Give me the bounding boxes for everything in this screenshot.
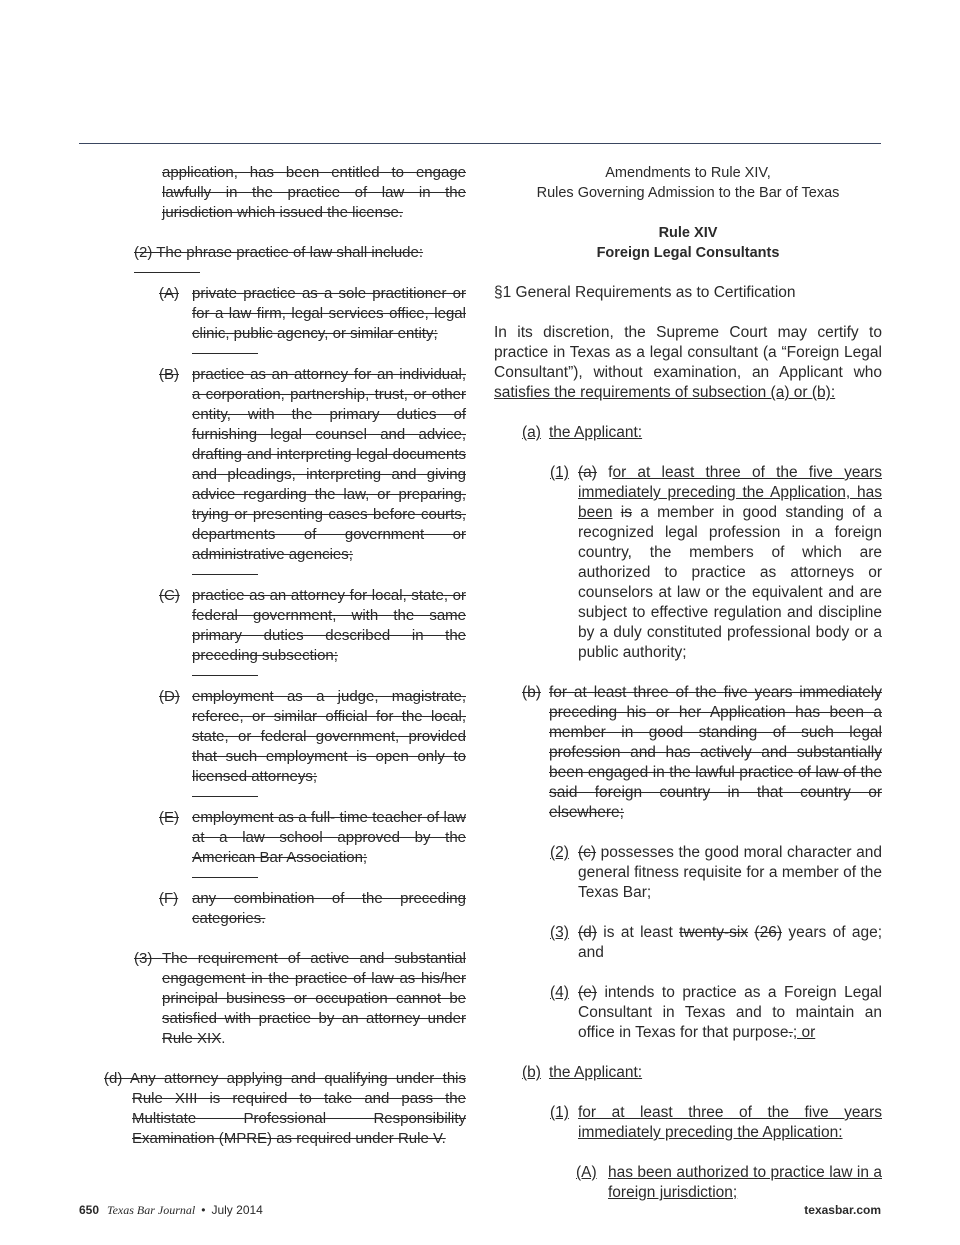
item-text: private practice as a sole practitioner or for a law firm, legal services office, legal clinic, public agency, or similar entity;: [192, 285, 466, 342]
left-column: [104, 163, 466, 1149]
item-text: [578, 923, 882, 963]
item-bA: [576, 1163, 882, 1203]
insertion-blank-line: [192, 574, 258, 575]
deleted-number: (26): [754, 924, 782, 941]
subsection-a: [522, 423, 882, 443]
deleted-text: is: [620, 504, 632, 521]
item-label: (1): [550, 1104, 569, 1121]
item-text: has been authorized to practice law in a foreign jurisdiction;: [608, 1164, 882, 1201]
insertion-blank-line: [134, 272, 200, 273]
item-C: [159, 586, 466, 666]
intro-paragraph: [494, 323, 882, 403]
item-B: [159, 365, 466, 565]
footer-left: [79, 1202, 263, 1218]
subsection-text: for at least three of the five years immediately preceding his or her Application has been a member in good standing of such legal profession and has actively and substantially been engaged in the lawful practice of law of the said foreign country in that country or elsewhere;: [549, 684, 882, 821]
intro-text: In its discretion, the Supreme Court may certify to practice in Texas as a legal consultant (a “Foreign Legal Consultant”), without examination, an Applicant who: [494, 324, 882, 381]
intro-insert: satisfies the requirements of subsection (a) or (b):: [494, 384, 836, 401]
item-E: [159, 808, 466, 868]
item-label: (3): [550, 924, 569, 941]
item-a3: [550, 923, 883, 963]
amendment-heading: [494, 163, 882, 203]
continued-paragraph: application, has been entitled to engage lawfully in the practice of law in the jurisdiction which issued the license.: [162, 164, 466, 221]
subsection-label: (b): [522, 1064, 541, 1081]
item-text: any combination of the preceding categories.: [192, 890, 466, 927]
paragraph-2: (2) The phrase practice of law shall include:: [134, 244, 424, 261]
item-A: [159, 284, 466, 344]
item-a4: [550, 983, 882, 1043]
right-column: [494, 163, 882, 1203]
footer-site-link[interactable]: texasbar.com: [804, 1203, 881, 1217]
subsection-text: the Applicant:: [549, 1064, 643, 1081]
item-label: (C): [159, 587, 180, 604]
subsection-text: the Applicant:: [549, 424, 643, 441]
insertion-blank-line: [192, 675, 258, 676]
inserted-text: or at least three of the five years immediately preceding the Application, has been: [578, 464, 882, 521]
item-a2: [550, 843, 882, 903]
rule-subtitle: Foreign Legal Consultants: [596, 245, 780, 261]
journal-name: Texas Bar Journal: [107, 1203, 196, 1217]
paragraph-3-text: (3) The requirement of active and substantial engagement in the practice of law as his/her principal business or occupation cannot be satisfied with practice by an attorney under Rule XIX: [134, 950, 466, 1047]
insertion-blank-line: [192, 796, 258, 797]
heading-line-2: Rules Governing Admission to the Bar of Texas: [536, 185, 840, 201]
text-pre: f: [596, 464, 613, 481]
text-body: a member in good standing of a recognized legal profession in a foreign country, the members of which are authorized to practice as attorneys or counselors at law or the equivalent and are subject to effective regulation and discipline by a duly constituted professional body or a public authority;: [578, 504, 883, 661]
old-label: (c): [578, 844, 597, 861]
paragraph-3: [134, 949, 466, 1049]
item-text: [578, 843, 882, 903]
deleted-period: .: [788, 1024, 793, 1041]
insertion-blank-line: [192, 353, 258, 354]
item-text: practice as an attorney for an individual, a corporation, partnership, trust, or other entity, with the primary duties of furnishing legal counsel and advice, drafting and interpreting legal documents and pleadings, interpreting and giving advice regarding the law, or preparing, trying or presenting cases before courts, departments of government or administrative agencies;: [192, 366, 466, 563]
deleted-subsection-b: [522, 683, 882, 823]
rule-title: Rule XIV: [658, 225, 718, 241]
item-label: (1): [550, 464, 569, 481]
rule-heading: [494, 223, 882, 263]
subsection-label: (b): [522, 684, 541, 701]
item-a1: [550, 463, 883, 663]
text-body: possesses the good moral character and general fitness requisite for a member of the Texas Bar;: [578, 844, 882, 901]
item-text: [578, 463, 882, 663]
old-label: (a): [578, 464, 597, 481]
subsection-b: [522, 1063, 882, 1083]
header-rule: [79, 143, 881, 144]
item-text: employment as a judge, magistrate, referee, or similar official for the local, state, or federal government, provided that such employment is open only to licensed attorneys;: [192, 688, 466, 785]
item-label: (A): [159, 285, 179, 302]
item-label: (A): [576, 1164, 597, 1181]
inserted-end: ; or: [792, 1024, 816, 1041]
subsection-label: (a): [522, 424, 541, 441]
item-label: (2): [550, 844, 569, 861]
item-label: (F): [159, 890, 179, 907]
page-number: 650: [79, 1203, 100, 1217]
item-text: practice as an attorney for local, state, or federal government, with the same primary duties described in the preceding subsection;: [192, 587, 466, 664]
item-text: for at least three of the five years immediately preceding the Application:: [578, 1104, 882, 1141]
text-body: intends to practice as a Foreign Legal Consultant in Texas and to maintain an office in Texas for that purpose: [578, 984, 882, 1041]
section-heading: §1 General Requirements as to Certification: [494, 284, 796, 301]
footer-bullet: •: [201, 1203, 206, 1217]
item-label: (B): [159, 366, 179, 383]
item-D: [159, 687, 466, 787]
paragraph-d: (d) Any attorney applying and qualifying under this Rule XIII is required to take and pass the Multistate Professional Responsibility Examination (MPRE) as required under Rule V.: [104, 1070, 466, 1147]
item-text: [578, 983, 882, 1043]
insertion-blank-line: [192, 877, 258, 878]
issue-date: July 2014: [211, 1203, 263, 1217]
deleted-word: twenty-six: [679, 924, 749, 941]
text-post: years of age; and: [578, 924, 883, 961]
item-F: [159, 889, 466, 929]
paragraph-3-end: .: [221, 1030, 226, 1047]
item-label: (D): [159, 688, 180, 705]
old-label: (e): [578, 984, 597, 1001]
item-b1: [550, 1103, 882, 1143]
old-label: (d): [578, 924, 597, 941]
heading-line-1: Amendments to Rule XIV,: [605, 165, 771, 181]
item-label: (4): [550, 984, 569, 1001]
item-text: employment as a full- time teacher of law at a law school approved by the American Bar Association;: [192, 809, 466, 866]
item-label: (E): [159, 809, 179, 826]
text-pre: is at least: [596, 924, 680, 941]
